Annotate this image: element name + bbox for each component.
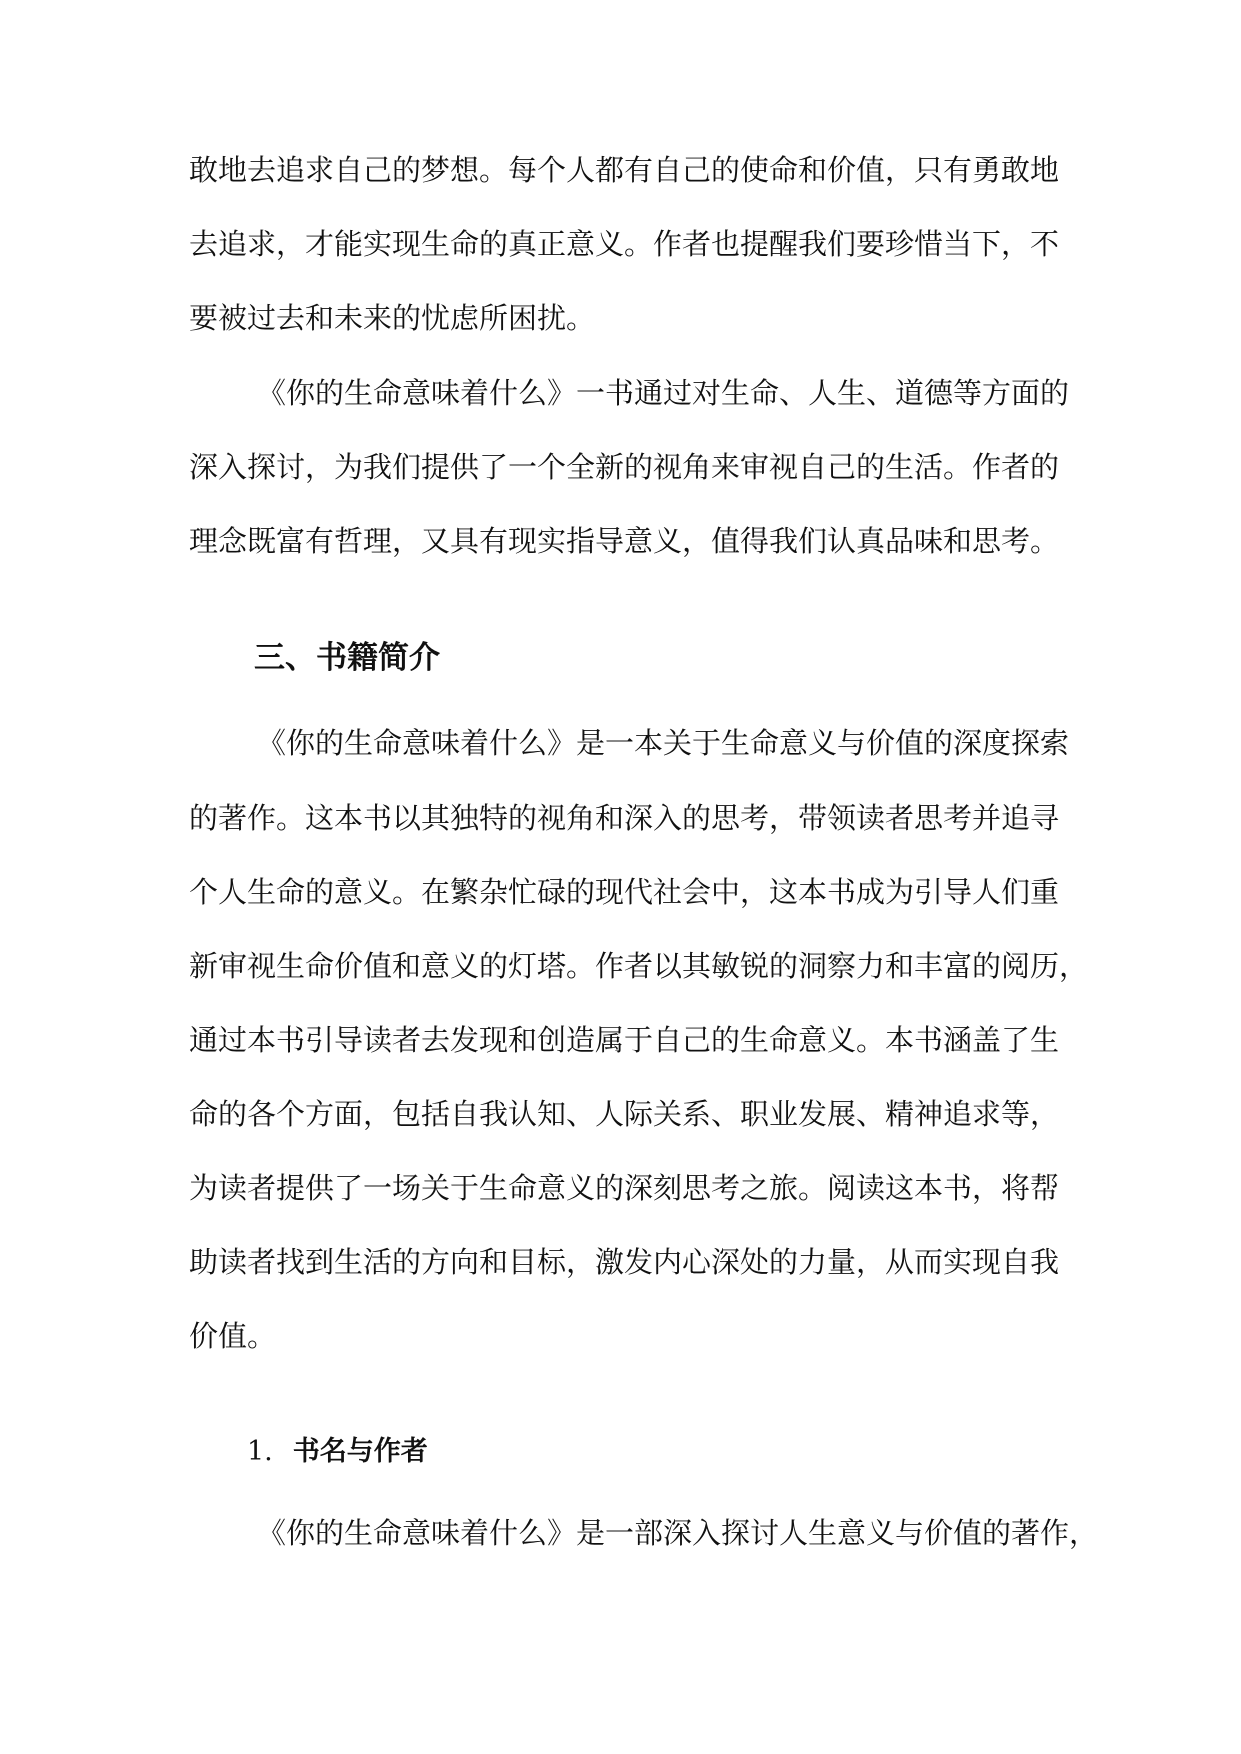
paragraph-line: 命的各个方面，包括自我认知、人际关系、职业发展、精神追求等， xyxy=(189,1097,1060,1131)
paragraph-line: 《你的生命意味着什么》一书通过对生命、人生、道德等方面的 xyxy=(257,376,1070,410)
paragraph-line: 《你的生命意味着什么》是一本关于生命意义与价值的深度探索 xyxy=(257,726,1070,760)
subsection-heading xyxy=(247,1434,428,1470)
subsection-title: 书名与作者 xyxy=(292,1436,428,1467)
paragraph-line: 通过本书引导读者去发现和创造属于自己的生命意义。本书涵盖了生 xyxy=(189,1023,1060,1057)
subsection-number: 1. xyxy=(247,1436,273,1467)
paragraph-line: 为读者提供了一场关于生命意义的深刻思考之旅。阅读这本书，将帮 xyxy=(189,1171,1060,1205)
paragraph-line: 理念既富有哲理，又具有现实指导意义，值得我们认真品味和思考。 xyxy=(189,524,1060,558)
paragraph-line: 要被过去和未来的忧虑所困扰。 xyxy=(189,301,596,335)
paragraph-line: 去追求，才能实现生命的真正意义。作者也提醒我们要珍惜当下，不 xyxy=(189,227,1060,261)
paragraph-line: 《你的生命意味着什么》是一部深入探讨人生意义与价值的著作， xyxy=(257,1516,1099,1550)
paragraph-line: 深入探讨，为我们提供了一个全新的视角来审视自己的生活。作者的 xyxy=(189,450,1060,484)
paragraph-line: 的著作。这本书以其独特的视角和深入的思考，带领读者思考并追寻 xyxy=(189,801,1060,835)
paragraph-line: 价值。 xyxy=(189,1319,277,1353)
paragraph-line: 敢地去追求自己的梦想。每个人都有自己的使命和价值，只有勇敢地 xyxy=(189,153,1060,187)
paragraph-line: 助读者找到生活的方向和目标，激发内心深处的力量，从而实现自我 xyxy=(189,1245,1060,1279)
paragraph-line: 新审视生命价值和意义的灯塔。作者以其敏锐的洞察力和丰富的阅历， xyxy=(189,949,1089,983)
paragraph-line: 个人生命的意义。在繁杂忙碌的现代社会中，这本书成为引导人们重 xyxy=(189,875,1060,909)
section-heading: 三、书籍简介 xyxy=(254,640,440,676)
